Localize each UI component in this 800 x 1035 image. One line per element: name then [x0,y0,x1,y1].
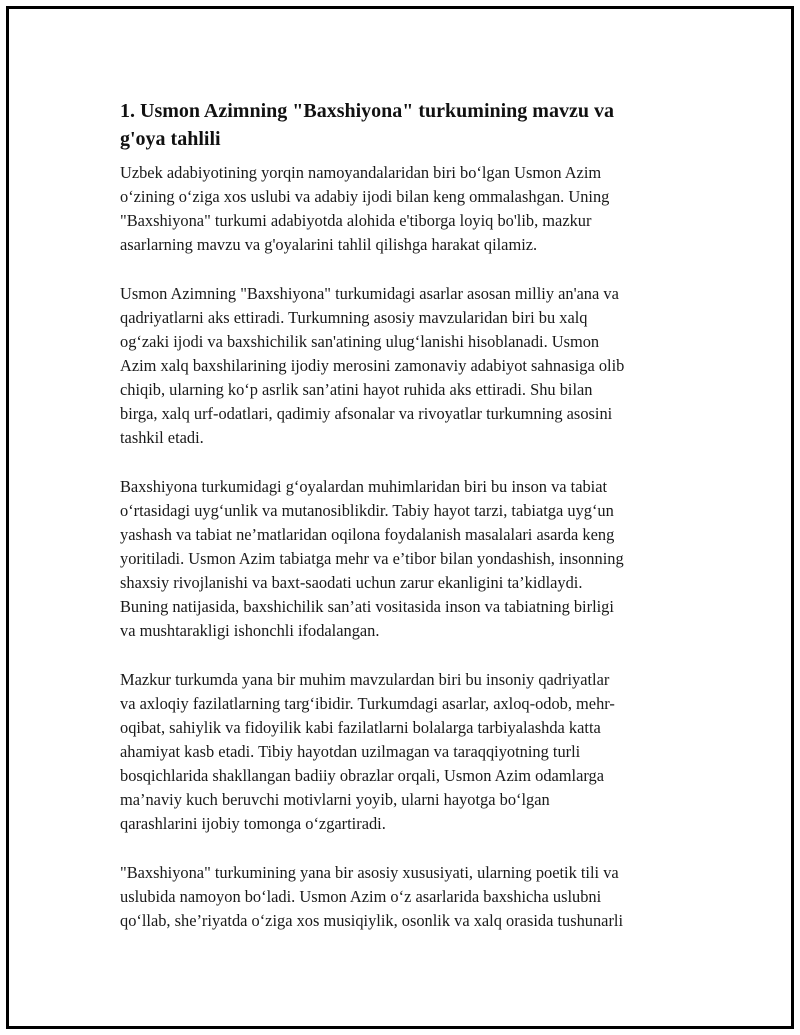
paragraph-line: shaxsiy rivojlanishi va baxt-saodati uchun zarur ekanligini ta’kidlaydi. [120,573,583,592]
paragraph-line: va axloqiy fazilatlarning targ‘ibidir. Turkumdagi asarlar, axloq-odob, mehr- [120,694,615,713]
paragraph-poetics [120,861,690,933]
paragraph-line: o‘rtasidagi uyg‘unlik va mutanosiblikdir. Tabiy hayot tarzi, tabiatga uyg‘un [120,501,614,520]
paragraph-line: qo‘llab, she’riyatda o‘ziga xos musiqiylik, osonlik va xalq orasida tushunarli [120,911,624,930]
paragraph-traditions [120,282,690,450]
paragraph-line: og‘zaki ijodi va baxshichilik san'atining ulug‘lanishi hisoblanadi. Usmon [120,332,600,351]
heading-line: g'oya tahlili [120,128,221,150]
paragraph-line: ma’naviy kuch beruvchi motivlarni yoyib, ularni hayotga bo‘lgan [120,790,550,809]
paragraph-line: "Baxshiyona" turkumining yana bir asosiy xususiyati, ularning poetik tili va [120,863,619,882]
paragraph-line: o‘zining o‘ziga xos uslubi va adabiy ijodi bilan keng ommalashgan. Uning [120,187,610,206]
heading-line: 1. Usmon Azimning "Baxshiyona" turkumining mavzu va [120,100,614,122]
paragraph-line: Buning natijasida, baxshichilik san’ati vositasida inson va tabiatning birligi [120,597,614,616]
paragraph-line: Usmon Azimning "Baxshiyona" turkumidagi asarlar asosan milliy an'ana va [120,284,619,303]
paragraph-line: qarashlarini ijobiy tomonga o‘zgartiradi. [120,814,386,833]
paragraph-line: qadriyatlarni aks ettiradi. Turkumning asosiy mavzularidan biri bu xalq [120,308,588,327]
paragraph-line: asarlarning mavzu va g'oyalarini tahlil qilishga harakat qilamiz. [120,235,538,254]
paragraph-line: yashash va tabiat ne’matlaridan oqilona foydalanish masalalari asarda keng [120,525,615,544]
paragraph-line: chiqib, ularning ko‘p asrlik san’atini hayot ruhida aks ettiradi. Shu bilan [120,380,593,399]
paragraph-line: bosqichlarida shakllangan badiiy obrazlar orqali, Usmon Azim odamlarga [120,766,604,785]
paragraph-intro [120,161,690,257]
paragraph-line: ahamiyat kasb etadi. Tibiy hayotdan uzilmagan va taraqqiyotning turli [120,742,581,761]
paragraph-values [120,668,690,836]
paragraph-line: yoritiladi. Usmon Azim tabiatga mehr va e’tibor bilan yondashish, insonning [120,549,624,568]
document-body [120,97,690,958]
paragraph-line: va mushtarakligi ishonchli ifodalangan. [120,621,380,640]
paragraph-line: Baxshiyona turkumidagi g‘oyalardan muhimlaridan biri bu inson va tabiat [120,477,608,496]
section-heading [120,97,690,153]
paragraph-line: Uzbek adabiyotining yorqin namoyandalaridan biri bo‘lgan Usmon Azim [120,163,602,182]
paragraph-line: Azim xalq baxshilarining ijodiy merosini zamonaviy adabiyot sahnasiga olib [120,356,625,375]
paragraph-line: oqibat, sahiylik va fidoyilik kabi fazilatlarni bolalarga tarbiyalashda katta [120,718,601,737]
paragraph-line: Mazkur turkumda yana bir muhim mavzulardan biri bu insoniy qadriyatlar [120,670,610,689]
paragraph-line: uslubida namoyon bo‘ladi. Usmon Azim o‘z asarlarida baxshicha uslubni [120,887,602,906]
paragraph-line: tashkil etadi. [120,428,204,447]
paragraph-line: birga, xalq urf-odatlari, qadimiy afsonalar va rivoyatlar turkumning asosini [120,404,613,423]
page-frame [6,6,794,1029]
paragraph-nature [120,475,690,643]
paragraph-line: "Baxshiyona" turkumi adabiyotda alohida e'tiborga loyiq bo'lib, mazkur [120,211,592,230]
